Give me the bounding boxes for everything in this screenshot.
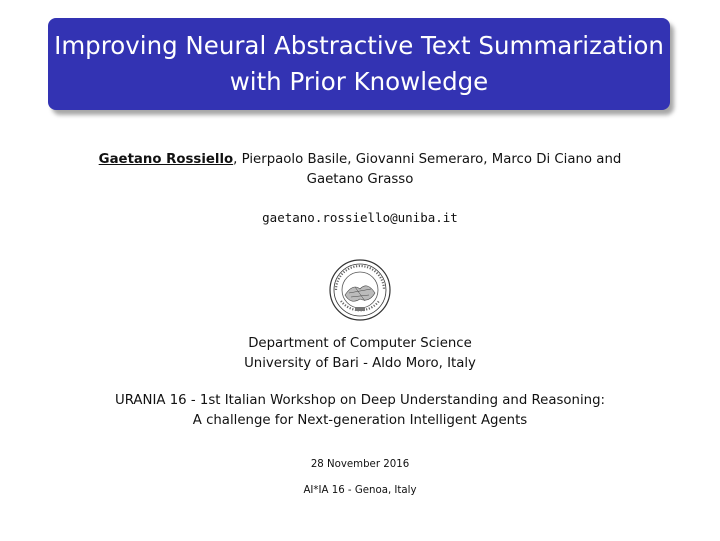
title-line-1: Improving Neural Abstractive Text Summarization [54, 31, 664, 60]
affiliation [0, 334, 720, 374]
co-authors-line-1: , Pierpaolo Basile, Giovanni Semeraro, Marco Di Ciano and [233, 152, 622, 167]
conference-line-2: A challenge for Next-generation Intelligent Agents [192, 413, 528, 428]
conference [0, 391, 720, 431]
university-seal-icon [329, 259, 391, 321]
presentation-date: 28 November 2016 [310, 459, 410, 470]
co-authors-line-2: Gaetano Grasso [306, 172, 414, 187]
presenting-author: Gaetano Rossiello [98, 152, 234, 167]
department: Department of Computer Science [248, 336, 472, 351]
author-email: gaetano.rossiello@uniba.it [262, 210, 458, 225]
title-box [48, 18, 670, 110]
university: University of Bari - Aldo Moro, Italy [244, 356, 476, 371]
title-line-2: with Prior Knowledge [229, 67, 489, 96]
author-list [0, 150, 720, 190]
conference-line-1: URANIA 16 - 1st Italian Workshop on Deep Understanding and Reasoning: [114, 393, 606, 408]
venue: AI*IA 16 - Genoa, Italy [303, 485, 417, 496]
